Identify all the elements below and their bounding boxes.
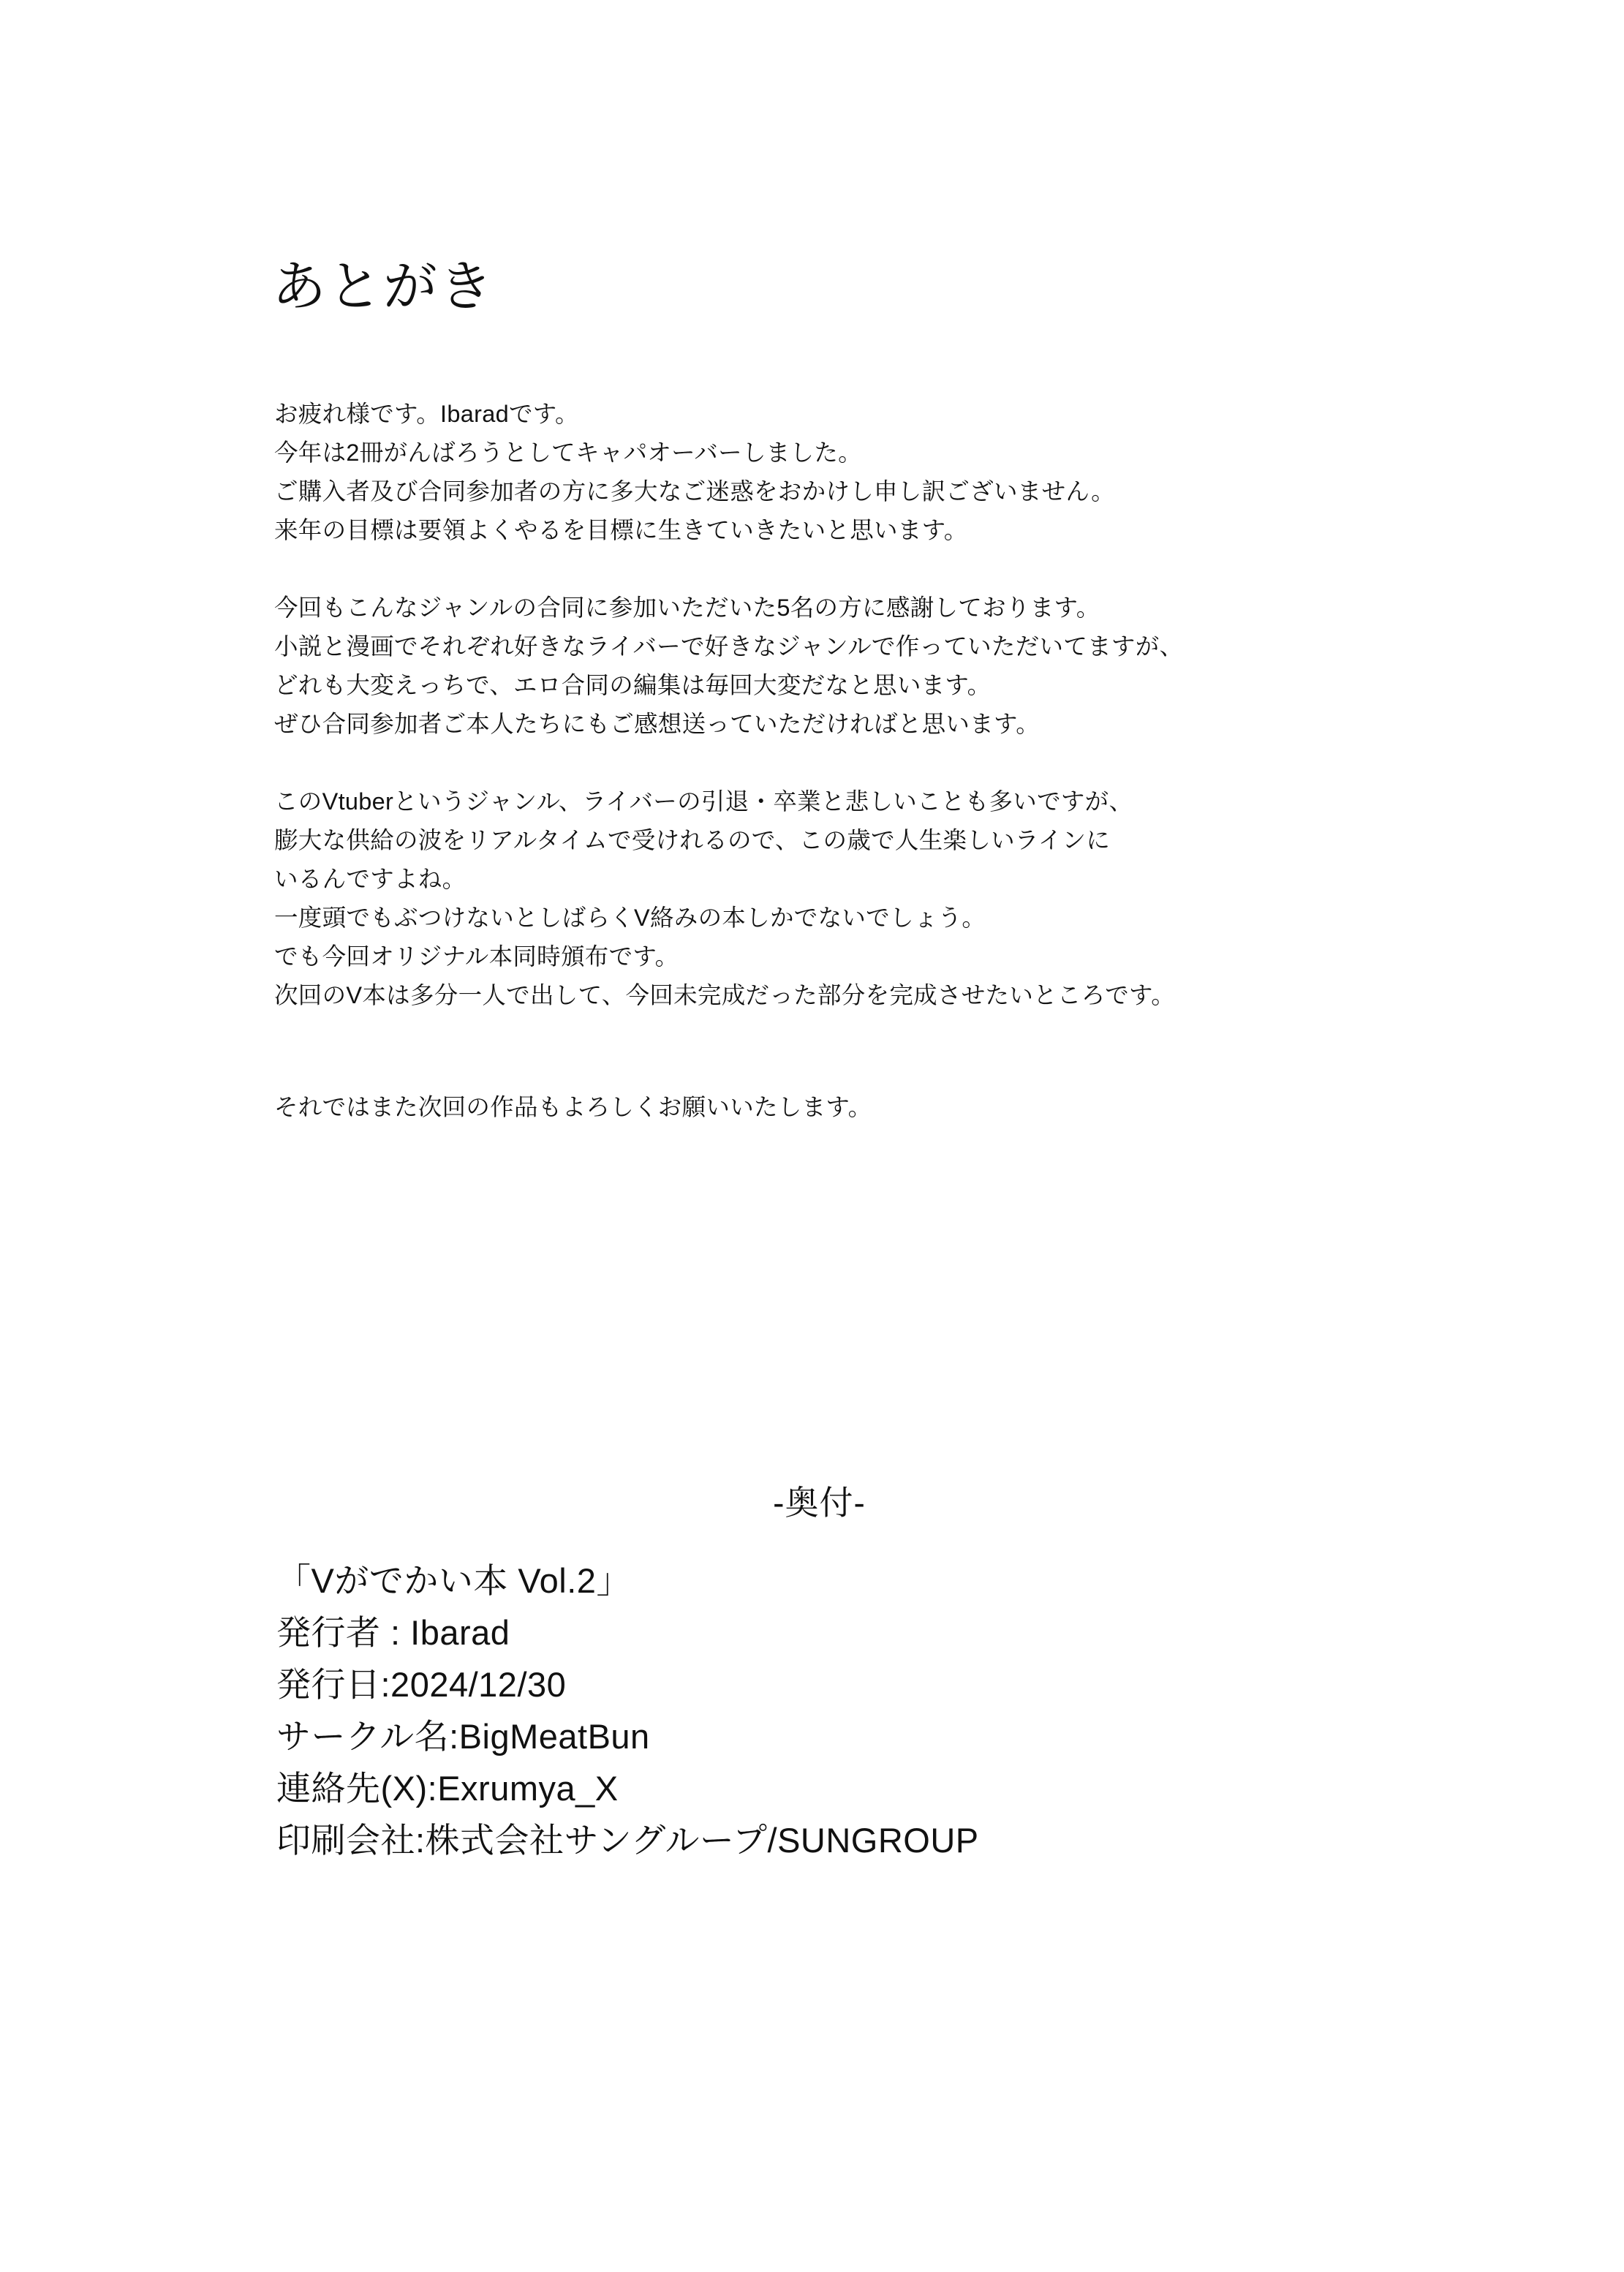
- afterword-line: 今年は2冊がんばろうとしてキャパオーバーしました。: [274, 439, 862, 466]
- colophon: [0, 1484, 1624, 1860]
- afterword-line: お疲れ様です。Ibaradです。: [274, 401, 579, 427]
- paragraph-spacer: [274, 550, 1517, 589]
- paragraph-spacer: [274, 744, 1517, 782]
- afterword-line: ぜひ合同参加者ご本人たちにもご感想送っていただければと思います。: [274, 711, 1041, 737]
- afterword-line: それではまた次回の作品もよろしくお願いいたします。: [274, 1094, 872, 1120]
- colophon-lines: [276, 1555, 979, 1866]
- afterword-line: 次回のV本は多分一人で出して、今回未完成だった部分を完成させたいところです。: [274, 982, 1176, 1008]
- afterword-line: でも今回オリジナル本同時頒布です。: [274, 943, 679, 970]
- paragraph-spacer: [274, 1015, 1517, 1088]
- afterword-heading: あとがき: [272, 256, 494, 317]
- afterword-line: 一度頭でもぶつけないとしばらくV絡みの本しかでないでしょう。: [274, 905, 986, 931]
- afterword-line: 今回もこんなジャンルの合同に参加いただいた5名の方に感謝しております。: [274, 595, 1100, 621]
- afterword-line: 小説と漫画でそれぞれ好きなライバーで好きなジャンルで作っていただいてますが、: [274, 633, 1184, 660]
- colophon-publish-date: 発行日:2024/12/30: [276, 1665, 567, 1704]
- colophon-printer: 印刷会社:株式会社サングループ/SUNGROUP: [276, 1821, 979, 1860]
- afterword-line: どれも大変えっちで、エロ合同の編集は毎回大変だなと思います。: [274, 672, 992, 698]
- colophon-contact: 連絡先(X):Exrumya_X: [276, 1769, 619, 1808]
- colophon-publisher: 発行者 : Ibarad: [276, 1613, 510, 1652]
- afterword-line: いるんですよね。: [274, 866, 467, 892]
- colophon-circle-name: サークル名:BigMeatBun: [276, 1717, 650, 1756]
- afterword-line: 来年の目標は要領よくやるを目標に生きていきたいと思います。: [274, 517, 968, 543]
- afterword-line: ご購入者及び合同参加者の方に多大なご迷惑をおかけし申し訳ございません。: [274, 478, 1115, 505]
- colophon-label: -奥付-: [773, 1484, 866, 1522]
- colophon-title: 「Vがでかい本 Vol.2」: [276, 1561, 631, 1600]
- afterword-body: [274, 395, 1517, 1127]
- afterword-line: 膨大な供給の波をリアルタイムで受けれるので、この歳で人生楽しいラインに: [274, 827, 1111, 853]
- afterword-line: このVtuberというジャンル、ライバーの引退・卒業と悲しいことも多いですが、: [274, 788, 1133, 815]
